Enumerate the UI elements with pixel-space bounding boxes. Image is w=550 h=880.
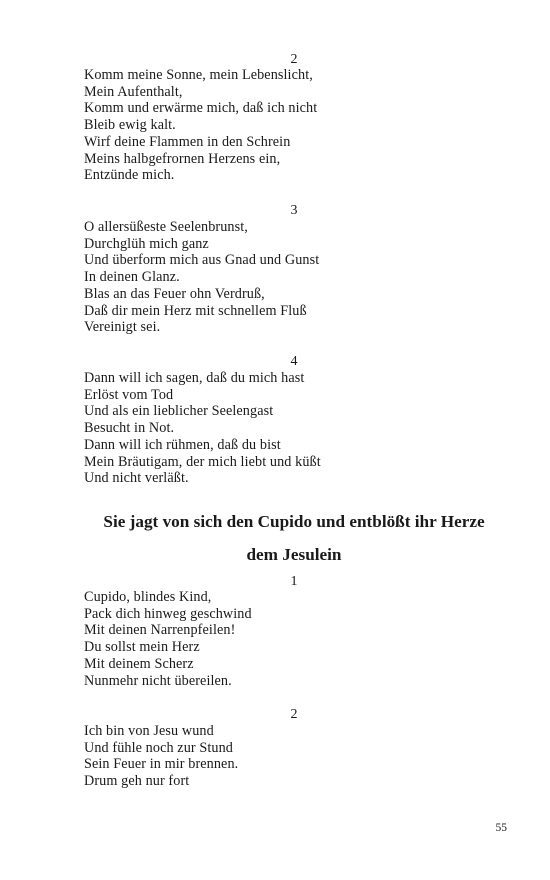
stanza <box>84 219 319 336</box>
verse-line: Ich bin von Jesu wund <box>84 723 214 739</box>
stanza <box>84 67 317 184</box>
page-number: 55 <box>495 822 507 834</box>
verse-line: Besucht in Not. <box>84 420 175 437</box>
verse-line: Und nicht verläßt. <box>84 470 189 487</box>
stanza <box>84 589 252 689</box>
stanza-number: 1 <box>290 574 298 589</box>
verse-line: Drum geh nur fort <box>84 773 190 790</box>
verse-line: Wirf deine Flammen in den Schrein <box>84 133 291 150</box>
verse-line: Komm und erwärme mich, daß ich nicht <box>84 100 318 117</box>
verse-line: Und überform mich aus Gnad und Gunst <box>84 252 320 269</box>
verse-line: Meins halbgefrornen Herzens ein, <box>84 150 281 167</box>
verse-line: Blas an das Feuer ohn Verdruß, <box>84 285 265 302</box>
verse-line: Cupido, blindes Kind, <box>84 589 212 605</box>
verse-line: Vereinigt sei. <box>84 319 161 336</box>
verse-line: In deinen Glanz. <box>84 269 180 286</box>
verse-line: Dann will ich rühmen, daß du bist <box>84 436 281 453</box>
verse-line: Erlöst vom Tod <box>84 386 174 403</box>
verse-line: Sein Feuer in mir brennen. <box>84 756 239 773</box>
verse-line: Komm meine Sonne, mein Lebenslicht, <box>84 67 313 83</box>
verse-line: Dann will ich sagen, daß du mich hast <box>84 370 305 386</box>
verse-line: Und als ein lieblicher Seelengast <box>84 403 274 420</box>
verse-line: Du sollst mein Herz <box>84 639 200 656</box>
verse-line: Mit deinen Narrenpfeilen! <box>84 622 236 639</box>
verse-line: Pack dich hinweg geschwind <box>84 605 252 622</box>
stanza-number: 3 <box>290 203 298 218</box>
verse-line: Nunmehr nicht übereilen. <box>84 672 232 689</box>
stanza-number: 4 <box>290 354 298 369</box>
verse-line: Daß dir mein Herz mit schnellem Fluß <box>84 302 307 319</box>
stanza <box>84 370 321 487</box>
verse-line: Durchglüh mich ganz <box>84 235 209 252</box>
poem-title-continued: dem Jesulein <box>246 545 342 564</box>
verse-line: Und fühle noch zur Stund <box>84 739 233 756</box>
poem-title: Sie jagt von sich den Cupido und entblößt ihr Herze <box>103 512 485 531</box>
verse-line: O allersüßeste Seelenbrunst, <box>84 219 248 235</box>
verse-line: Mein Aufenthalt, <box>84 83 183 100</box>
stanza-number: 2 <box>290 707 298 722</box>
verse-line: Entzünde mich. <box>84 167 175 184</box>
verse-line: Mit deinem Scherz <box>84 655 194 672</box>
stanza <box>84 723 238 790</box>
verse-line: Mein Bräutigam, der mich liebt und küßt <box>84 453 321 470</box>
stanza-number: 2 <box>290 52 298 67</box>
verse-line: Bleib ewig kalt. <box>84 117 176 134</box>
